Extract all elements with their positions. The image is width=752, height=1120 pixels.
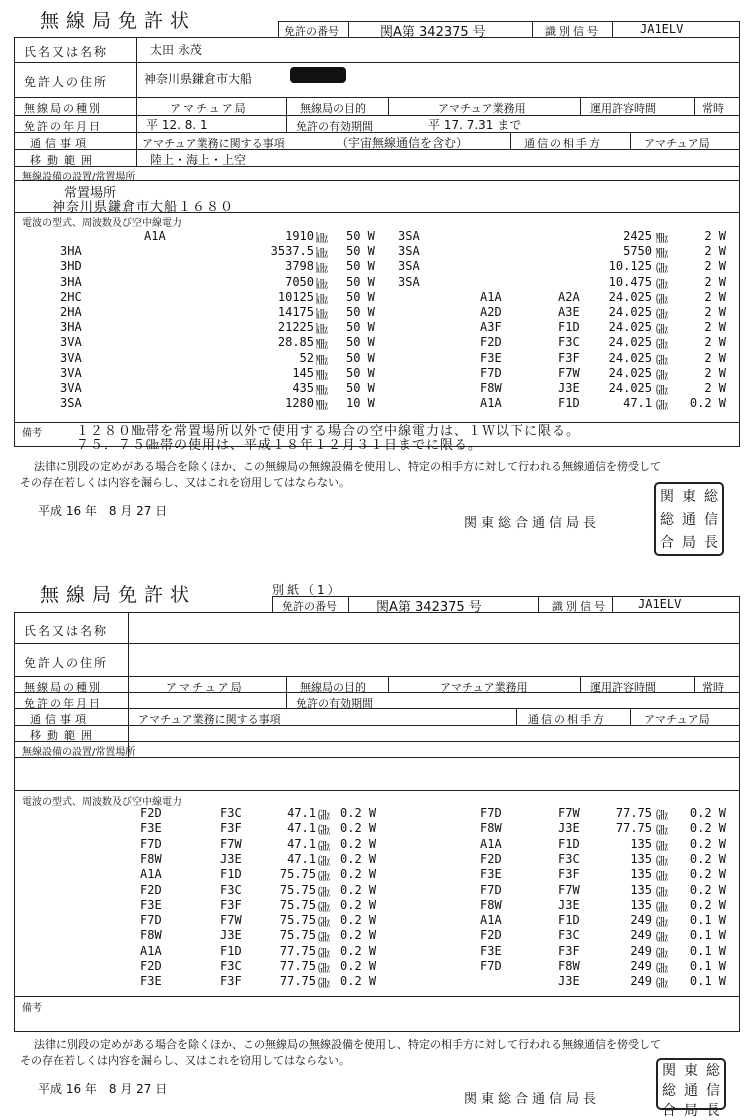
emission-type: 3VA [60,365,82,380]
emission-type: F3C [558,335,580,350]
power: 2 W [704,305,726,319]
power: 2 W [704,229,726,243]
power: 0.2 W [689,882,726,897]
emission-type: F7D [480,365,502,380]
emission-type: F7W [220,836,242,851]
emission-type: F7W [558,365,580,380]
frequency-unit: ㎓ [656,291,669,306]
location-line-2: 神奈川県鎌倉市大船１６８０ [52,200,235,215]
partner-value: アマチュア局 [644,713,710,726]
purpose-label: 無線局の目的 [300,681,366,694]
emission-type: 3HD [60,259,82,274]
frequency: 249 [630,974,652,989]
emission-type: A1A [140,867,162,882]
frequency: 2425 [623,229,652,243]
frequency-unit: ㎓ [656,352,669,367]
emission-type: 3HA [60,320,82,335]
frequency-unit: ㎓ [656,307,669,321]
purpose-value: アマチュア業務用 [440,681,528,694]
frequency: 24.025 [608,320,652,335]
frequency: 47.1 [287,851,316,866]
frequency: 10.475 [608,274,652,289]
emission-type: F7D [480,882,502,897]
frequency: 75.75 [279,897,316,912]
power: 50 W [346,365,375,380]
license-date: 平 12. 8. 1 [146,118,208,132]
power: 50 W [346,305,375,319]
power: 2 W [704,365,726,380]
legal-text-2: その存在若しくは内容を漏らし、又はこれを窃用してはならない。 [20,476,350,489]
frequency-unit: ㎑ [316,276,329,291]
power: 50 W [346,289,375,304]
license-title: 無線局免許状 [40,10,197,32]
frequency-unit: ㎓ [656,383,669,397]
frequency: 24.025 [608,365,652,380]
frequency: 7050 [285,274,314,289]
frequency: 10.125 [608,259,652,274]
power: 50 W [346,350,375,365]
remarks-label: 備考 [22,428,42,439]
frequency: 77.75 [615,806,652,820]
power: 0.2 W [340,974,377,989]
frequency: 47.1 [287,821,316,836]
location-line-1: 常置場所 [64,186,117,201]
power: 0.2 W [689,867,726,882]
power: 0.2 W [340,806,377,820]
frequency-unit: ㎓ [656,884,669,899]
partner-value: アマチュア局 [644,137,710,150]
emission-type: F3F [558,943,580,958]
emission-type: 3SA [60,396,82,411]
emission-type: F7D [480,806,502,820]
power: 0.1 W [689,943,726,958]
frequency-unit: ㎓ [656,261,669,276]
frequency-unit: ㎓ [656,276,669,291]
station-type-value: アマチュア局 [166,681,244,694]
emission-type: F1D [558,396,580,411]
frequency-unit: ㎓ [656,808,669,822]
emission-type: F3E [480,867,502,882]
emission-type: F1D [558,913,580,928]
frequency-unit: ㎓ [318,808,331,822]
frequency: 77.75 [279,943,316,958]
frequency: 5750 [623,244,652,259]
callsign-value: JA1ELV [640,22,684,36]
power: 10 W [346,396,375,411]
frequency-unit: ㎓ [318,945,331,960]
power: 0.2 W [340,959,377,973]
license-title: 無線局免許状 [40,584,197,606]
frequency: 47.1 [287,836,316,851]
licensee-name: 太田 永茂 [150,43,202,57]
emission-type: 2HA [60,305,82,319]
frequency: 47.1 [287,806,316,820]
emission-type: F3F [220,897,242,912]
frequency: 77.75 [615,821,652,836]
license-number-value: 関A第 342375 号 [376,600,482,615]
hours-label: 運用許容時間 [590,681,656,694]
emission-type: F7W [220,913,242,928]
emission-type: 3SA [398,259,420,274]
emission-type: 2HC [60,289,82,304]
power: 0.1 W [689,959,726,973]
frequency-unit: ㎒ [316,383,329,397]
emission-type: F3F [558,867,580,882]
frequency-unit: ㎑ [316,322,329,337]
station-type-value: アマチュア局 [170,102,248,115]
frequency: 435 [292,381,314,395]
power: 0.2 W [340,928,377,943]
frequency: 14175 [277,305,314,319]
frequency-unit: ㎑ [316,261,329,276]
emission-type: F8W [140,851,162,866]
emission-type: F1D [558,320,580,335]
power: 0.2 W [340,943,377,958]
frequency-unit: ㎓ [318,823,331,838]
frequency-unit: ㎓ [656,869,669,884]
power: 2 W [704,381,726,395]
frequency: 75.75 [279,913,316,928]
emission-type: F1D [220,943,242,958]
power: 0.2 W [340,897,377,912]
comm-label: 通信事項 [30,713,90,726]
emission-type: J3E [220,928,242,943]
partner-label: 通信の相手方 [528,713,606,726]
power: 50 W [346,320,375,335]
legal-text-1: 法律に別段の定めがある場合を除くほか、この無線局の無線設備を使用し、特定の相手方に対して行われる無線通信を傍受して [34,460,661,473]
frequency: 1910 [285,229,314,243]
emission-type: F3C [558,851,580,866]
frequency: 24.025 [608,381,652,395]
frequency: 77.75 [279,974,316,989]
power: 50 W [346,229,375,243]
emission-type: 3VA [60,335,82,350]
power: 0.2 W [340,867,377,882]
emission-type: A1A [144,229,166,243]
emission-type: J3E [558,821,580,836]
emission-label: 電波の型式、周波数及び空中線電力 [22,797,182,808]
frequency-unit: ㎓ [656,899,669,914]
frequency: 24.025 [608,305,652,319]
emission-type: F1D [558,836,580,851]
station-type-label: 無線局の種別 [24,681,102,694]
issuer: 関東総合通信局長 [464,516,601,531]
power: 0.2 W [340,851,377,866]
emission-type: F2D [480,928,502,943]
power: 2 W [704,350,726,365]
comm-value: アマチュア業務に関する事項 [138,713,281,726]
power: 0.2 W [340,882,377,897]
power: 50 W [346,381,375,395]
purpose-label: 無線局の目的 [300,102,366,115]
emission-type: F3C [220,806,242,820]
frequency-unit: ㎑ [316,246,329,261]
frequency-unit: ㎓ [318,915,331,930]
emission-type: A3E [558,305,580,319]
callsign-label: 識別信号 [552,600,608,613]
emission-type: J3E [558,381,580,395]
frequency: 249 [630,943,652,958]
official-seal: 関 東 総 総 通 信 合 局 長 [654,482,724,556]
power: 2 W [704,274,726,289]
power: 50 W [346,274,375,289]
frequency-unit: ㎓ [656,945,669,960]
official-seal: 関 東 総 総 通 信 合 局 長 [656,1058,726,1110]
frequency: 75.75 [279,928,316,943]
emission-type: F3C [220,959,242,973]
partner-label: 通信の相手方 [524,137,602,150]
power: 0.1 W [689,913,726,928]
frequency-unit: ㎑ [316,307,329,321]
date-label: 免許の年月日 [24,697,102,710]
emission-type: F7D [140,836,162,851]
frequency-unit: ㎓ [318,976,331,991]
emission-type: F7W [558,882,580,897]
power: 0.2 W [340,836,377,851]
station-type-label: 無線局の種別 [24,102,102,115]
issue-date: 平成 16 年 8 月 27 日 [38,504,168,518]
power: 50 W [346,259,375,274]
frequency-unit: ㎓ [656,838,669,853]
frequency: 249 [630,913,652,928]
emission-type: F3E [140,821,162,836]
power: 0.2 W [689,897,726,912]
emission-type: F3E [140,897,162,912]
location-label: 無線設備の設置/常置場所 [22,172,136,183]
frequency-unit: ㎓ [318,961,331,975]
legal-text-1: 法律に別段の定めがある場合を除くほか、この無線局の無線設備を使用し、特定の相手方に対して行われる無線通信を傍受して [34,1038,661,1051]
emission-type: F7D [140,913,162,928]
range-label: 移動範囲 [30,729,98,742]
name-label: 氏名又は名称 [24,45,109,59]
callsign-value: JA1ELV [638,597,682,611]
remark-line-1: １２８０㎒帯を常置場所以外で使用する場合の空中線電力は、１Ｗ以下に限る。 [76,424,581,439]
emission-label: 電波の型式、周波数及び空中線電力 [22,218,182,229]
frequency: 10125 [277,289,314,304]
emission-type: F2D [480,851,502,866]
power: 2 W [704,259,726,274]
frequency-unit: ㎓ [318,884,331,899]
frequency: 145 [292,365,314,380]
frequency-unit: ㎓ [656,367,669,382]
frequency-unit: ㎓ [656,976,669,991]
emission-type: F3E [480,350,502,365]
frequency-unit: ㎓ [656,915,669,930]
frequency: 75.75 [279,867,316,882]
frequency-unit: ㎒ [316,352,329,367]
frequency: 135 [630,897,652,912]
date-label: 免許の年月日 [24,120,102,133]
validity-value: 平 17. 7.31 まで [428,118,522,132]
address-label: 免許人の住所 [24,75,109,89]
power: 0.2 W [340,913,377,928]
power: 2 W [704,289,726,304]
licensee-address: 神奈川県鎌倉市大船 [144,72,253,86]
frequency: 1280 [285,396,314,411]
purpose-value: アマチュア業務用 [438,102,526,115]
power: 2 W [704,320,726,335]
frequency-unit: ㎓ [656,398,669,413]
emission-type: F8W [480,897,502,912]
emission-type: 3VA [60,381,82,395]
frequency-unit: ㎓ [318,899,331,914]
power: 0.2 W [689,821,726,836]
emission-type: A1A [480,836,502,851]
redaction-bar [290,67,346,83]
power: 2 W [704,244,726,259]
frequency-unit: ㎒ [656,231,669,245]
frequency: 77.75 [279,959,316,973]
comm-value: アマチュア業務に関する事項 [142,137,285,150]
power: 50 W [346,244,375,259]
frequency-unit: ㎓ [656,823,669,838]
frequency-unit: ㎑ [316,291,329,306]
range-label: 移動範囲 [30,154,98,167]
address-label: 免許人の住所 [24,656,109,670]
emission-type: A1A [480,396,502,411]
frequency: 135 [630,851,652,866]
emission-type: F3C [558,928,580,943]
name-label: 氏名又は名称 [24,624,109,638]
emission-type: F3F [220,821,242,836]
emission-type: F8W [480,821,502,836]
emission-type: J3E [558,897,580,912]
frequency: 3798 [285,259,314,274]
frequency-unit: ㎓ [318,930,331,945]
frequency: 24.025 [608,335,652,350]
license-number-label: 免許の番号 [284,25,339,38]
range-value: 陸上・海上・上空 [150,153,247,167]
emission-type: J3E [220,851,242,866]
frequency: 52 [299,350,314,365]
power: 0.2 W [689,836,726,851]
hours-label: 運用許容時間 [590,102,656,115]
emission-type: F2D [480,335,502,350]
validity-label: 免許の有効期間 [296,120,373,133]
frequency-unit: ㎒ [656,246,669,261]
emission-type: A2A [558,289,580,304]
frequency-unit: ㎓ [656,930,669,945]
power: 0.1 W [689,928,726,943]
power: 0.1 W [689,974,726,989]
frequency: 24.025 [608,350,652,365]
emission-type: A1A [140,943,162,958]
emission-type: A1A [480,289,502,304]
issue-date: 平成 16 年 8 月 27 日 [38,1082,168,1096]
emission-type: F7D [480,959,502,973]
frequency: 3537.5 [270,244,314,259]
frequency: 24.025 [608,289,652,304]
annex-label: 別紙（1） [272,583,343,597]
frequency: 135 [630,836,652,851]
location-label: 無線設備の設置/常置場所 [22,747,136,758]
callsign-label: 識別信号 [545,25,601,38]
frequency-unit: ㎒ [316,337,329,352]
emission-type: 3SA [398,274,420,289]
emission-type: F3E [480,943,502,958]
frequency-unit: ㎓ [656,337,669,352]
power: 50 W [346,335,375,350]
frequency: 135 [630,867,652,882]
emission-type: F8W [558,959,580,973]
frequency-unit: ㎑ [316,231,329,245]
emission-type: F3F [220,974,242,989]
power: 0.2 W [689,806,726,820]
frequency: 249 [630,959,652,973]
power: 0.2 W [689,396,726,411]
emission-type: F3E [140,974,162,989]
emission-type: F7W [558,806,580,820]
frequency-unit: ㎓ [318,838,331,853]
emission-type: 3VA [60,350,82,365]
comm-note: （宇宙無線通信を含む） [336,136,469,150]
emission-type: F8W [480,381,502,395]
remark-line-2: ７５．７５㎓帯の使用は、平成１８年１２月３１日までに限る。 [76,438,483,453]
frequency-unit: ㎓ [656,961,669,975]
frequency: 21225 [277,320,314,335]
frequency-unit: ㎓ [318,869,331,884]
legal-text-2: その存在若しくは内容を漏らし、又はこれを窃用してはならない。 [20,1054,350,1067]
emission-type: 3HA [60,244,82,259]
emission-type: F2D [140,959,162,973]
power: 0.2 W [689,851,726,866]
license-number-value: 関A第 342375 号 [380,25,486,40]
validity-label: 免許の有効期間 [296,697,373,710]
emission-type: F8W [140,928,162,943]
frequency: 249 [630,928,652,943]
frequency-unit: ㎓ [318,853,331,868]
frequency: 135 [630,882,652,897]
emission-type: 3HA [60,274,82,289]
comm-label: 通信事項 [30,137,90,150]
frequency-unit: ㎓ [656,322,669,337]
emission-type: J3E [558,974,580,989]
issuer: 関東総合通信局長 [464,1092,601,1107]
power: 0.2 W [340,821,377,836]
frequency: 28.85 [277,335,314,350]
hours-value: 常時 [702,681,724,694]
emission-type: F3F [558,350,580,365]
frequency-unit: ㎓ [656,853,669,868]
frequency-unit: ㎒ [316,398,329,413]
emission-type: F3C [220,882,242,897]
frequency: 75.75 [279,882,316,897]
hours-value: 常時 [702,102,724,115]
power: 2 W [704,335,726,350]
emission-type: F2D [140,806,162,820]
frequency: 47.1 [623,396,652,411]
frequency-unit: ㎒ [316,367,329,382]
license-number-label: 免許の番号 [282,600,337,613]
emission-type: F1D [220,867,242,882]
emission-type: A2D [480,305,502,319]
emission-type: 3SA [398,229,420,243]
emission-type: A1A [480,913,502,928]
remarks-label: 備考 [22,1003,42,1014]
emission-type: 3SA [398,244,420,259]
emission-type: A3F [480,320,502,335]
emission-type: F2D [140,882,162,897]
